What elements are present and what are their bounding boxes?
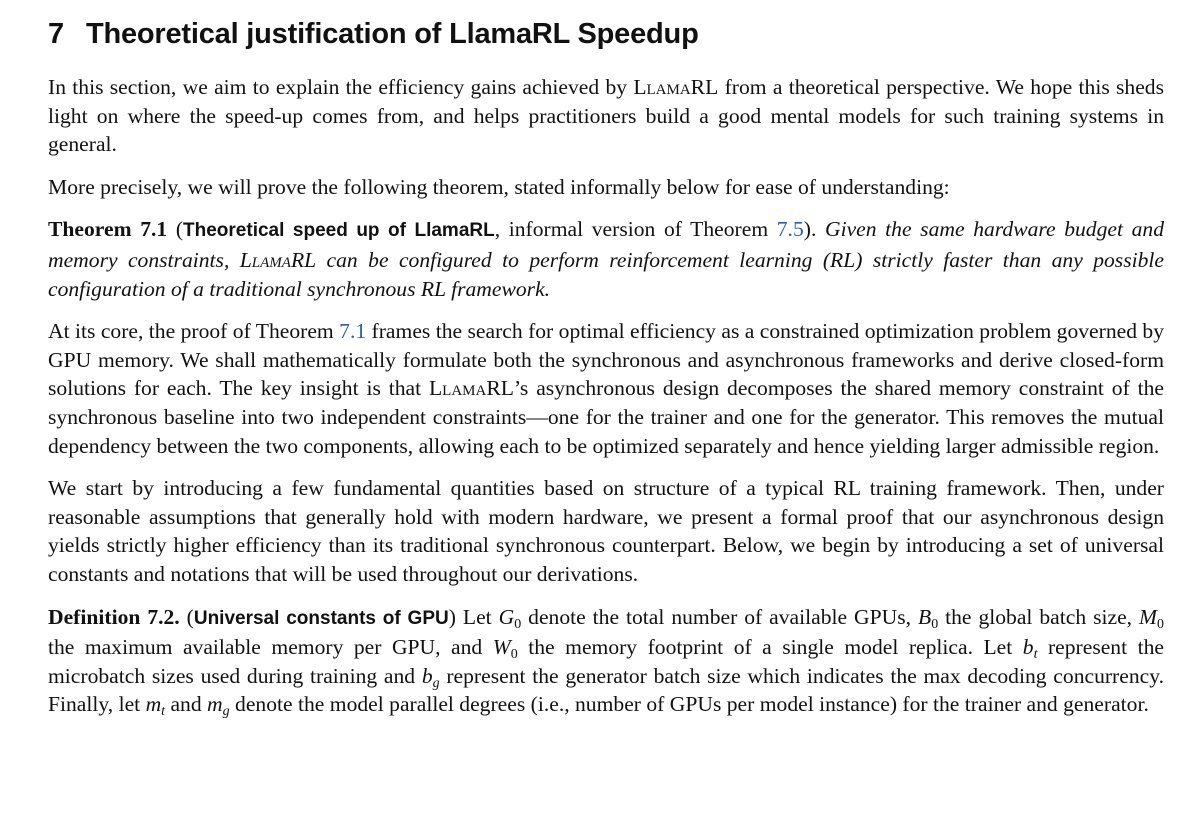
theorem-title: Theoretical speed up of LlamaRL xyxy=(183,220,495,242)
text-span: At its core, the proof of Theorem xyxy=(48,319,340,344)
theorem-link[interactable]: 7.1 xyxy=(339,319,367,344)
symbol-g0: $G_0$ xyxy=(498,604,522,632)
text-span: the memory footprint of a single model replica. Let xyxy=(517,635,1023,660)
system-name: LlamaRL xyxy=(239,247,317,272)
text-span: ’s asynchronous design decomposes the shared memory constraint of the synchronous baseline into two independent constraints—one for the trainer and one for the generator. This removes the mutual dependency between the two components, allowing each to be optimized separately and hence yielding larger admissible region. xyxy=(48,376,1165,458)
text-span: represent the microbatch sizes used during training and xyxy=(48,635,1164,688)
symbol-b0: $B_0$ xyxy=(917,604,939,632)
text-span: can be configured to perform reinforcement learning (RL) strictly faster than any possible configuration of a traditional synchronous RL framework. xyxy=(48,247,1164,301)
paragraph-proof-outline xyxy=(48,317,1164,460)
symbol-mg: $m_g$ xyxy=(207,692,230,720)
system-name: LlamaRL xyxy=(633,75,719,99)
section-heading xyxy=(48,18,1164,51)
symbol-mt: $m_t$ xyxy=(145,692,166,720)
section-number: 7 xyxy=(48,18,64,50)
system-name: LlamaRL xyxy=(428,376,514,401)
text-span: denote the total number of available GPUs, xyxy=(521,604,918,629)
text-span: , informal version of Theorem xyxy=(494,217,777,242)
text-span: Given the same hardware budget and memory constraints, xyxy=(48,217,1164,272)
theorem-block: Theorem 7.1 (Theoretical speed up of LlamaRL, informal version of Theorem 7.5). Given the same hardware budget and memory constraints, LlamaRL can be configured to perform reinforcement learning (RL) strictly faster than any possible configuration of a traditional synchronous RL framework. xyxy=(48,217,1164,301)
text-span: In this section, we aim to explain the efficiency gains achieved by xyxy=(48,75,634,99)
symbol-bt: $b_t$ xyxy=(1022,635,1038,663)
definition-label: Definition 7.2. xyxy=(48,604,180,629)
text-span: frames the search for optimal efficiency as a constrained optimization problem governed by GPU memory. We shall mathematically formulate both the synchronous and asynchronous frameworks and derive closed-form solutions for each. The key insight is that xyxy=(48,319,1165,401)
text-span: represent the generator batch size which indicates the max decoding concurrency. Finally, let xyxy=(48,663,1165,717)
section-title: Theoretical justification of LlamaRL Speedup xyxy=(85,18,699,50)
symbol-bg: $b_g$ xyxy=(421,663,440,691)
symbol-w0: $W_0$ xyxy=(492,635,518,663)
text-span: the global batch size, xyxy=(938,604,1139,629)
theorem-link[interactable]: 7.5 xyxy=(776,217,804,242)
paragraph-theorem-lead: More precisely, we will prove the following theorem, stated informally below for ease of understanding: xyxy=(48,174,950,199)
symbol-m0: $M_0$ xyxy=(1139,604,1164,632)
text-span: the maximum available memory per GPU, and xyxy=(48,635,493,660)
paragraph-intro xyxy=(48,73,1164,159)
text-span: ). xyxy=(803,217,817,242)
definition-title: Universal constants of GPU xyxy=(193,607,449,629)
text-span: denote the model parallel degrees (i.e., number of GPUs per model instance) for the trainer and generator. xyxy=(229,692,1149,717)
paper-page xyxy=(48,18,1164,733)
paragraph-approach: We start by introducing a few fundamental quantities based on structure of a typical RL training framework. Then, under reasonable assumptions that generally hold with modern hardware, we present a formal proof that our asynchronous design yields strictly higher efficiency than its traditional synchronous counterpart. Below, we begin by introducing a set of universal constants and notations that will be used throughout our derivations. xyxy=(48,476,1164,586)
text-span: Let xyxy=(455,604,499,629)
theorem-label: Theorem 7.1 xyxy=(48,217,168,242)
definition-block: Definition 7.2. (Universal constants of GPU) Let $G_0$ denote the total number of available GPUs, $B_0$ the global batch size, $M_0$ the maximum available memory per GPU, and $W_0$ the memory footprint of a single model replica. Let $b_t$ represent the microbatch sizes used during training and $b_g$ represent the generator batch size which indicates the max decoding concurrency. Finally, let $m_t$ and $m_g$ denote the model parallel degrees (i.e., number of GPUs per model instance) for the trainer and generator. xyxy=(48,604,1165,720)
text-span: from a theoretical perspective. We hope this sheds light on where the speed-up comes from, and helps practitioners build a good mental models for such training systems in general. xyxy=(48,75,1164,157)
text-span: and xyxy=(165,692,208,717)
